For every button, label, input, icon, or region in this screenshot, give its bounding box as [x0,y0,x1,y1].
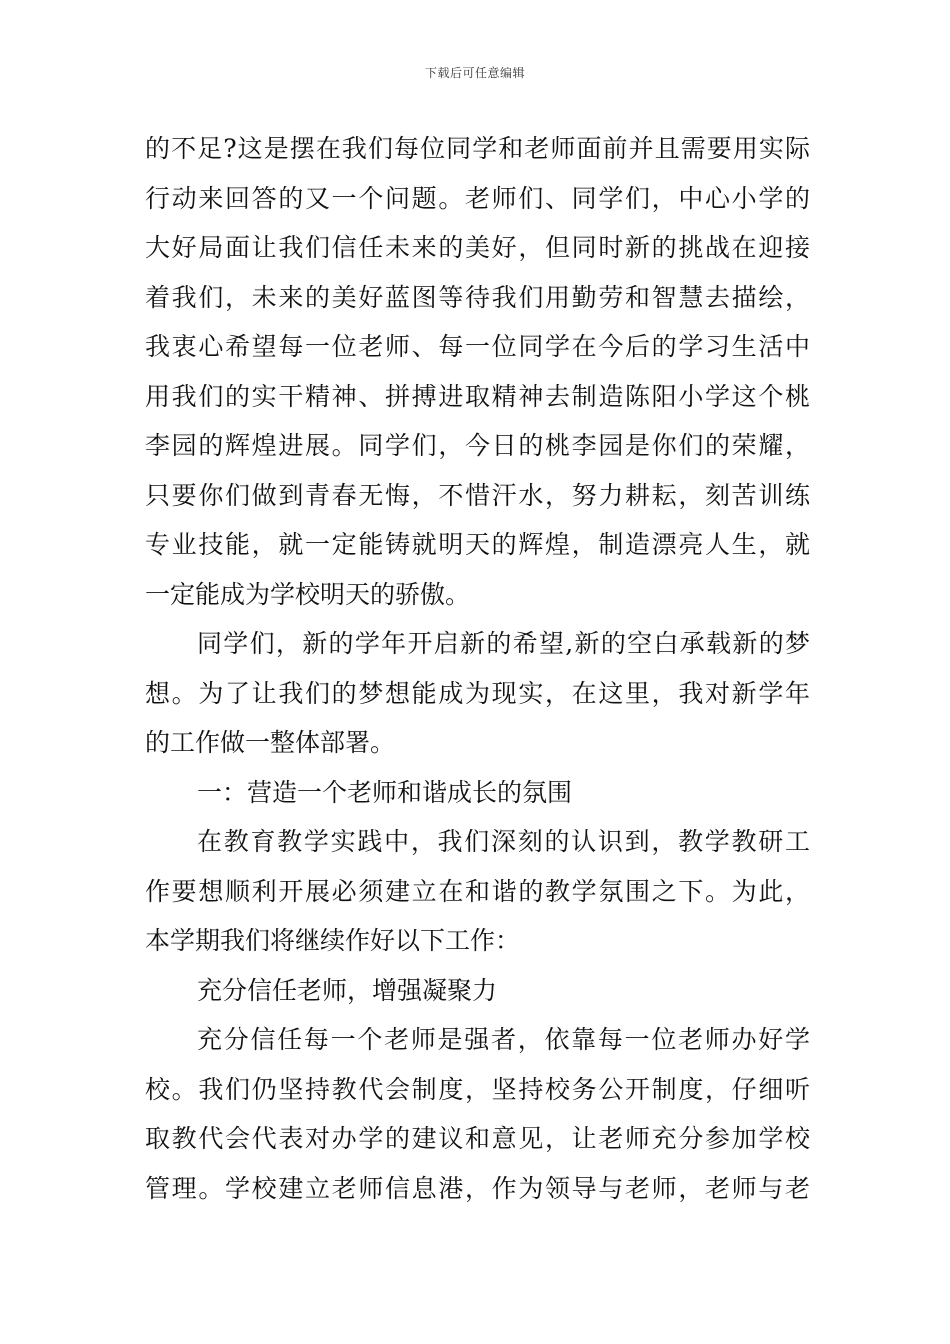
text-line: 管理。学校建立老师信息港，作为领导与老师，老师与老 [145,1173,810,1203]
text-line: 一：营造一个老师和谐成长的氛围 [197,777,573,807]
text-line: 一定能成为学校明天的骄傲。 [145,579,471,609]
text-line: 想。为了让我们的梦想能成为现实，在这里，我对新学年 [145,678,810,708]
text-line: 行动来回答的又一个问题。老师们、同学们，中心小学的 [145,183,810,213]
text-line: 只要你们做到青春无悔，不惜汗水，努力耕耘，刻苦训练 [145,480,810,510]
document-body [145,124,810,1213]
text-line: 专业技能，就一定能铸就明天的辉煌，制造漂亮人生，就 [145,530,810,559]
text-line: 充分信任每一个老师是强者，依靠每一位老师办好学 [197,1025,810,1054]
text-line: 的工作做一整体部署。 [145,728,396,757]
text-line: 我衷心希望每一位老师、每一位同学在今后的学习生活中 [145,332,810,361]
text-line: 李园的辉煌进展。同学们，今日的桃李园是你们的荣耀， [145,431,810,460]
text-line: 在教育教学实践中，我们深刻的认识到，教学教研工 [197,827,810,856]
text-line: 同学们，新的学年开启新的希望,新的空白承载新的梦 [197,629,810,658]
text-line: 取教代会代表对办学的建议和意见，让老师充分参加学校 [145,1124,810,1153]
text-line: 作要想顺利开展必须建立在和谐的教学氛围之下。为此， [145,876,810,906]
text-line: 本学期我们将继续作好以下工作： [145,926,521,955]
text-line: 用我们的实干精神、拼搏进取精神去制造陈阳小学这个桃 [145,381,810,411]
text-line: 校。我们仍坚持教代会制度，坚持校务公开制度，仔细听 [145,1074,810,1104]
text-line: 的不足?这是摆在我们每位同学和老师面前并且需要用实际 [145,134,810,163]
text-line: 充分信任老师，增强凝聚力 [197,975,498,1005]
text-line: 大好局面让我们信任未来的美好，但同时新的挑战在迎接 [145,233,810,262]
page-header: 下载后可任意编辑 [424,66,525,80]
text-line: 着我们，未来的美好蓝图等待我们用勤劳和智慧去描绘， [145,282,810,312]
